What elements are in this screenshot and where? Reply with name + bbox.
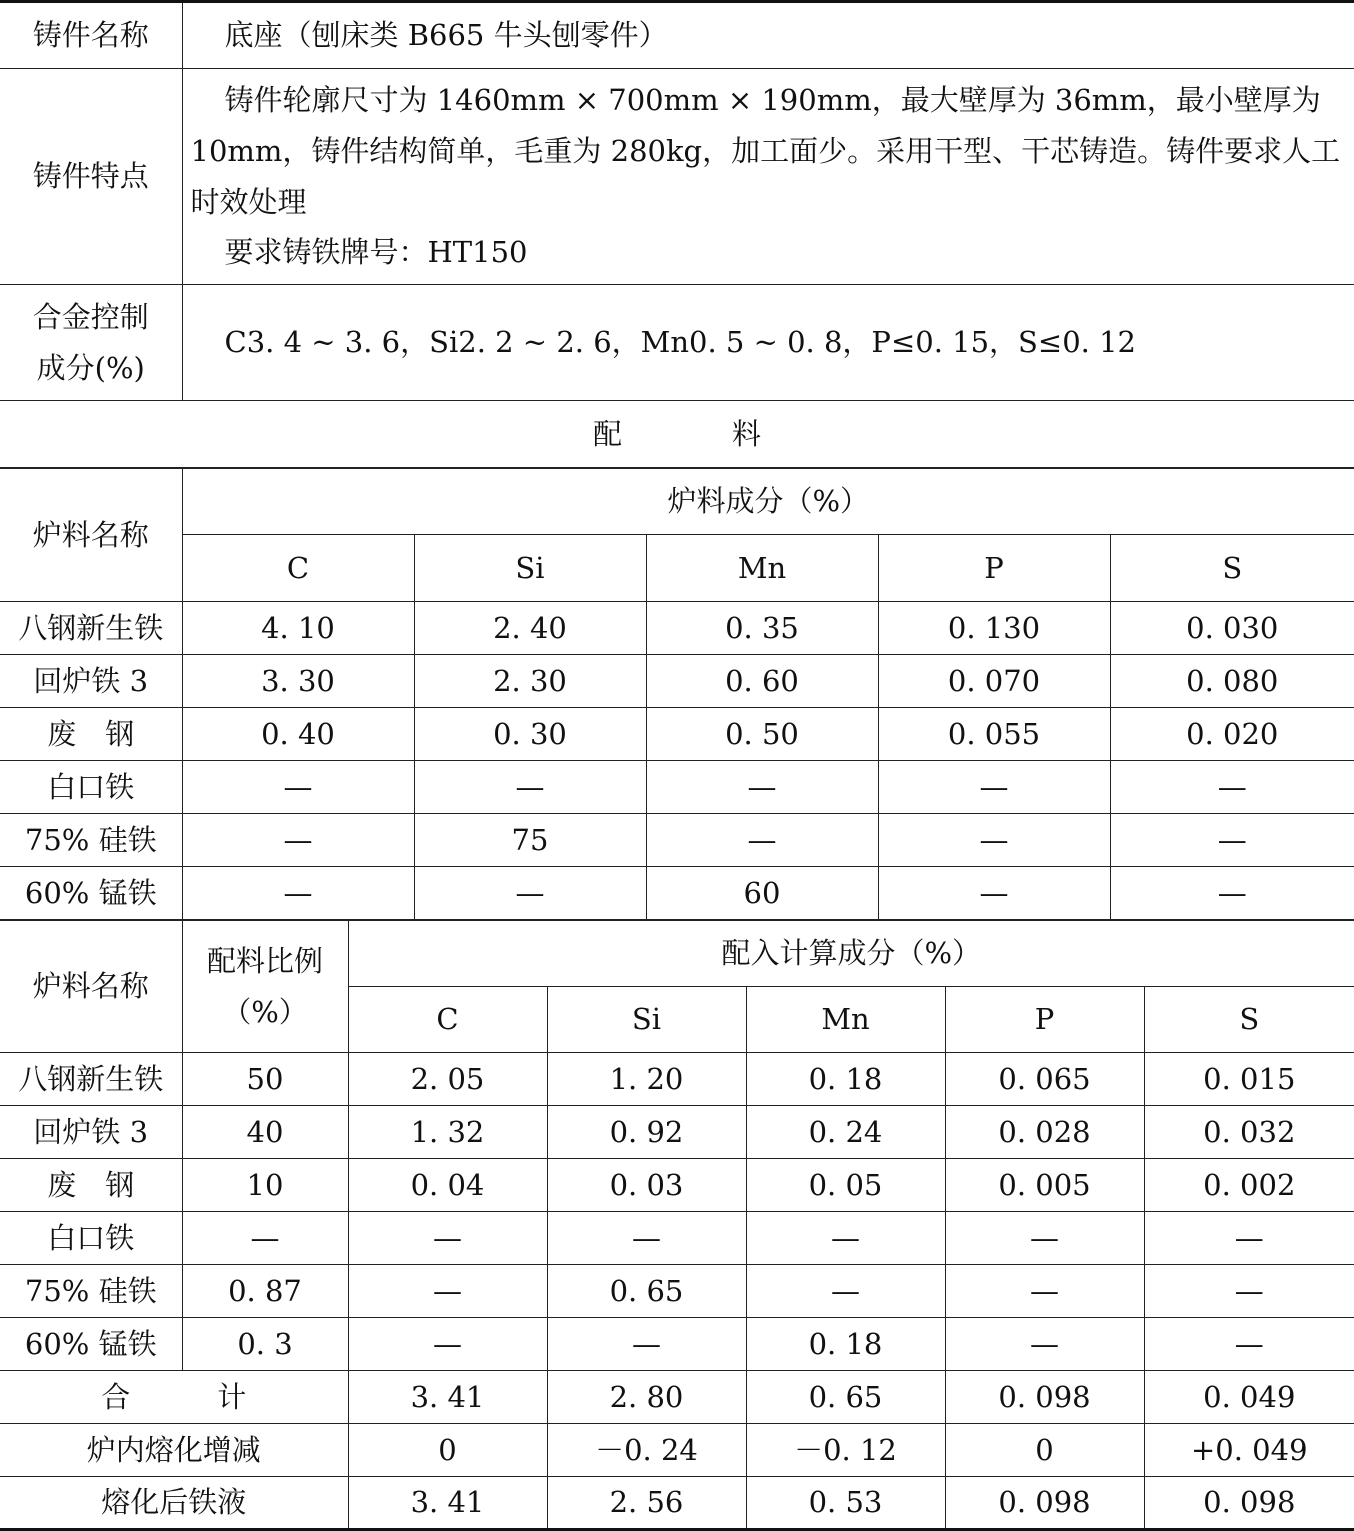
table-cell: 0. 032: [1144, 1106, 1354, 1159]
summary-row-molten-iron: [0, 1477, 1354, 1530]
calc-row-name: 75% 硅铁: [0, 1265, 182, 1318]
table-cell: －0. 12: [746, 1424, 945, 1477]
casting-name-row: [0, 2, 1354, 69]
calc-ratio-header: [182, 921, 348, 1053]
calc-name-header: 炉料名称: [0, 921, 182, 1053]
table-cell: 4. 10: [182, 602, 414, 655]
charge-col-c: C: [182, 535, 414, 602]
table-cell: —: [348, 1212, 547, 1265]
table-cell: 0. 098: [945, 1477, 1144, 1530]
batching-title-row: [0, 401, 1354, 468]
table-cell: —: [746, 1265, 945, 1318]
charge-row-name: 60% 锰铁: [0, 867, 182, 920]
table-row: [0, 1318, 1354, 1371]
table-cell: 0. 05: [746, 1159, 945, 1212]
table-row: [0, 1212, 1354, 1265]
table-cell: 0. 92: [547, 1106, 746, 1159]
table-cell: 0. 015: [1144, 1053, 1354, 1106]
summary-label: 合 计: [0, 1371, 348, 1424]
table-cell: —: [1144, 1318, 1354, 1371]
casting-feature-text: [182, 69, 1354, 285]
charge-col-p: P: [878, 535, 1110, 602]
table-cell: —: [646, 814, 878, 867]
charge-col-mn: Mn: [646, 535, 878, 602]
casting-name-label: 铸件名称: [0, 2, 182, 69]
table-row: [0, 814, 1354, 867]
table-cell: —: [182, 814, 414, 867]
table-cell: —: [1144, 1212, 1354, 1265]
table-row: [0, 867, 1354, 920]
table-cell: —: [348, 1318, 547, 1371]
table-cell: —: [414, 867, 646, 920]
table-row: [0, 655, 1354, 708]
table-cell: 0. 04: [348, 1159, 547, 1212]
table-cell: 0. 098: [1144, 1477, 1354, 1530]
table-row: [0, 708, 1354, 761]
table-cell: —: [878, 814, 1110, 867]
table-cell: 1. 20: [547, 1053, 746, 1106]
table-cell: 2. 56: [547, 1477, 746, 1530]
table-cell: 3. 41: [348, 1477, 547, 1530]
table-cell: —: [945, 1318, 1144, 1371]
table-cell: 2. 80: [547, 1371, 746, 1424]
table-cell: 75: [414, 814, 646, 867]
table-cell: —: [945, 1212, 1144, 1265]
table-cell: 0. 40: [182, 708, 414, 761]
table-cell: 0. 002: [1144, 1159, 1354, 1212]
alloy-label: [0, 285, 182, 401]
table-cell: 0: [348, 1424, 547, 1477]
charge-row-name: 75% 硅铁: [0, 814, 182, 867]
calc-col-s: S: [1144, 987, 1354, 1053]
calc-ratio-header-line-1: 配料比例: [206, 943, 323, 978]
table-cell: 0. 03: [547, 1159, 746, 1212]
table-cell: 0. 50: [646, 708, 878, 761]
table-row: [0, 1159, 1354, 1212]
calc-ratio-header-line-2: （%）: [222, 994, 308, 1029]
charge-col-s: S: [1110, 535, 1354, 602]
table-cell: 0. 020: [1110, 708, 1354, 761]
batching-title-b: 料: [732, 416, 762, 451]
calc-row-ratio: 0. 3: [182, 1318, 348, 1371]
table-cell: —: [414, 761, 646, 814]
casting-feature-row: [0, 69, 1354, 285]
table-cell: 3. 41: [348, 1371, 547, 1424]
table-cell: —: [182, 761, 414, 814]
table-row: [0, 1106, 1354, 1159]
table-cell: —: [547, 1318, 746, 1371]
batching-title: [0, 401, 1354, 468]
calc-col-mn: Mn: [746, 987, 945, 1053]
calc-col-p: P: [945, 987, 1144, 1053]
casting-feature-label: 铸件特点: [0, 69, 182, 285]
alloy-value: C3. 4 ~ 3. 6，Si2. 2 ~ 2. 6，Mn0. 5 ~ 0. 8，P≤0. 15，S≤0. 12: [182, 285, 1354, 401]
calc-row-ratio: 40: [182, 1106, 348, 1159]
table-row: [0, 1053, 1354, 1106]
charge-group-header: 炉料成分（%）: [182, 469, 1354, 535]
charge-row-name: 八钢新生铁: [0, 602, 182, 655]
table-cell: 0. 24: [746, 1106, 945, 1159]
table-cell: 2. 05: [348, 1053, 547, 1106]
calc-row-ratio: —: [182, 1212, 348, 1265]
summary-label: 熔化后铁液: [0, 1477, 348, 1530]
table-cell: 0. 18: [746, 1053, 945, 1106]
calc-row-name: 八钢新生铁: [0, 1053, 182, 1106]
table-cell: —: [746, 1212, 945, 1265]
casting-name-value: 底座（刨床类 B665 牛头刨零件）: [182, 2, 1354, 69]
table-row: [0, 1265, 1354, 1318]
table-cell: 0. 60: [646, 655, 878, 708]
calc-row-ratio: 50: [182, 1053, 348, 1106]
calc-row-name: 60% 锰铁: [0, 1318, 182, 1371]
charge-col-si: Si: [414, 535, 646, 602]
charge-header-row-2: [0, 535, 1354, 602]
table-cell: —: [182, 867, 414, 920]
summary-label: 炉内熔化增减: [0, 1424, 348, 1477]
calc-row-name: 回炉铁 3: [0, 1106, 182, 1159]
table-cell: 2. 40: [414, 602, 646, 655]
table-cell: 60: [646, 867, 878, 920]
calc-col-si: Si: [547, 987, 746, 1053]
table-cell: 0. 53: [746, 1477, 945, 1530]
alloy-row: [0, 285, 1354, 401]
table-cell: 0. 18: [746, 1318, 945, 1371]
table-cell: —: [945, 1265, 1144, 1318]
table-cell: —: [1110, 867, 1354, 920]
table-cell: 0. 65: [746, 1371, 945, 1424]
alloy-label-line-1: 合金控制: [32, 299, 149, 334]
table-cell: 0. 030: [1110, 602, 1354, 655]
summary-row-total: [0, 1371, 1354, 1424]
table-cell: 0. 35: [646, 602, 878, 655]
charge-composition-table: [0, 468, 1354, 920]
table-cell: 0. 080: [1110, 655, 1354, 708]
calc-group-header: 配入计算成分（%）: [348, 921, 1354, 987]
table-cell: 0. 005: [945, 1159, 1144, 1212]
calc-row-ratio: 0. 87: [182, 1265, 348, 1318]
table-cell: 0. 65: [547, 1265, 746, 1318]
calc-row-name: 废 钢: [0, 1159, 182, 1212]
table-cell: —: [646, 761, 878, 814]
table-cell: —: [547, 1212, 746, 1265]
table-cell: +0. 049: [1144, 1424, 1354, 1477]
table-cell: —: [878, 761, 1110, 814]
casting-grade-paragraph: 要求铸铁牌号：HT150: [224, 235, 528, 270]
calc-row-name: 白口铁: [0, 1212, 182, 1265]
table-cell: 0. 070: [878, 655, 1110, 708]
table-cell: —: [1110, 814, 1354, 867]
charge-row-name: 白口铁: [0, 761, 182, 814]
summary-row-melt-change: [0, 1424, 1354, 1477]
table-cell: 0. 30: [414, 708, 646, 761]
table-cell: 0. 055: [878, 708, 1110, 761]
table-cell: 1. 32: [348, 1106, 547, 1159]
table-cell: —: [348, 1265, 547, 1318]
table-cell: 0. 049: [1144, 1371, 1354, 1424]
calc-col-c: C: [348, 987, 547, 1053]
calculated-composition-table: [0, 920, 1354, 1531]
table-cell: －0. 24: [547, 1424, 746, 1477]
calc-header-row-1: [0, 921, 1354, 987]
table-cell: 3. 30: [182, 655, 414, 708]
table-cell: 0. 028: [945, 1106, 1144, 1159]
casting-info-table: [0, 0, 1354, 468]
table-cell: —: [1110, 761, 1354, 814]
table-row: [0, 602, 1354, 655]
alloy-label-line-2: 成分(%): [36, 350, 145, 385]
table-cell: 0. 130: [878, 602, 1110, 655]
table-cell: —: [878, 867, 1110, 920]
charge-header-row-1: [0, 469, 1354, 535]
table-cell: 0: [945, 1424, 1144, 1477]
casting-feature-paragraph: 铸件轮廓尺寸为 1460mm × 700mm × 190mm，最大壁厚为 36mm，最小壁厚为 10mm，铸件结构简单，毛重为 280kg，加工面少。采用干型、干芯铸造。铸件要求人工时效处理: [190, 83, 1341, 219]
charge-row-name: 回炉铁 3: [0, 655, 182, 708]
table-cell: 0. 098: [945, 1371, 1144, 1424]
calc-row-ratio: 10: [182, 1159, 348, 1212]
batching-title-a: 配: [592, 416, 622, 451]
table-cell: 0. 065: [945, 1053, 1144, 1106]
charge-name-header: 炉料名称: [0, 469, 182, 602]
charge-row-name: 废 钢: [0, 708, 182, 761]
table-cell: 2. 30: [414, 655, 646, 708]
table-row: [0, 761, 1354, 814]
table-cell: —: [1144, 1265, 1354, 1318]
